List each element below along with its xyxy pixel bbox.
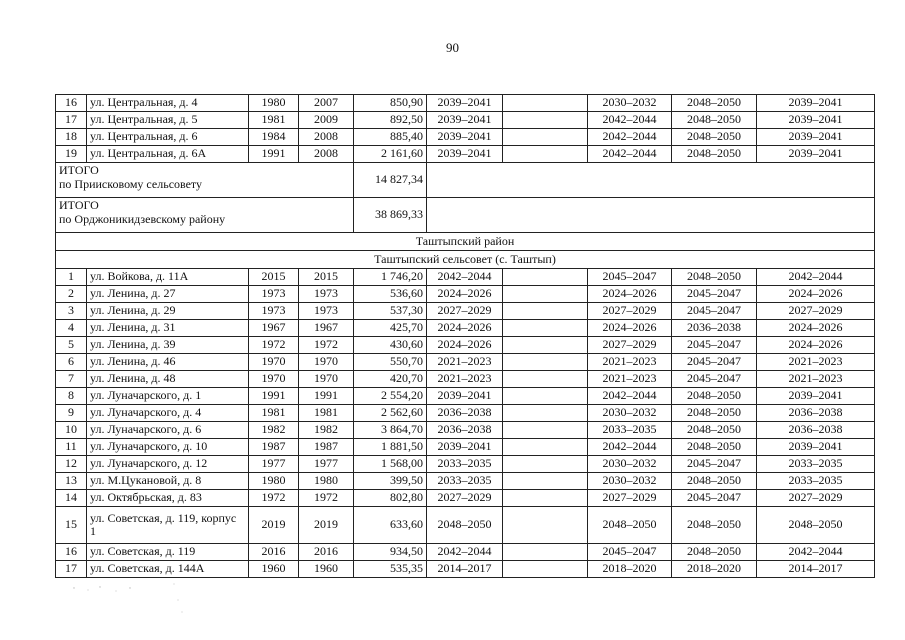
total-label-line1: ИТОГО [59,198,99,212]
cell-address: ул. Ленина, д. 27 [87,286,249,303]
cell-period-3: 2045–2047 [588,269,672,286]
cell-period-3: 2042–2044 [588,112,672,129]
cell-year-built: 1987 [249,439,299,456]
cell-year-built: 1977 [249,456,299,473]
cell-period-3: 2018–2020 [588,561,672,578]
cell-number: 10 [56,422,87,439]
cell-address: ул. Войкова, д. 11А [87,269,249,286]
cell-year-built: 1991 [249,146,299,163]
table-row [56,405,875,422]
table-row [56,286,875,303]
cell-period-3: 2030–2032 [588,405,672,422]
cell-year-built: 1960 [249,561,299,578]
cell-address: ул. Ленина, д. 29 [87,303,249,320]
cell-period-1: 2042–2044 [427,269,503,286]
council-header: Таштыпский сельсовет (с. Таштып) [56,251,875,269]
cell-period-2 [503,439,588,456]
table-row [56,146,875,163]
scan-specks [70,578,190,618]
table-row [56,337,875,354]
cell-period-4: 2045–2047 [672,490,757,507]
cell-number: 5 [56,337,87,354]
table-row [56,456,875,473]
cell-period-3: 2042–2044 [588,129,672,146]
cell-period-4: 2048–2050 [672,405,757,422]
cell-period-4: 2048–2050 [672,129,757,146]
cell-year-2: 1980 [299,473,354,490]
table-row [56,303,875,320]
cell-area: 2 554,20 [354,388,427,405]
cell-period-4: 2045–2047 [672,456,757,473]
cell-period-3: 2048–2050 [588,507,672,544]
cell-number: 17 [56,561,87,578]
cell-period-3: 2033–2035 [588,422,672,439]
cell-year-2: 1973 [299,286,354,303]
cell-year-2: 1973 [299,303,354,320]
cell-period-4: 2048–2050 [672,112,757,129]
cell-period-5: 2048–2050 [757,507,875,544]
cell-period-3: 2030–2032 [588,456,672,473]
total-label [56,198,354,233]
cell-number: 11 [56,439,87,456]
cell-period-4: 2045–2047 [672,303,757,320]
cell-period-2 [503,371,588,388]
table-row [56,112,875,129]
cell-period-1: 2027–2029 [427,303,503,320]
cell-period-3: 2030–2032 [588,95,672,112]
cell-period-2 [503,129,588,146]
cell-period-3: 2042–2044 [588,439,672,456]
cell-year-2: 1981 [299,405,354,422]
cell-year-built: 2019 [249,507,299,544]
table-row [56,388,875,405]
cell-year-2: 2008 [299,146,354,163]
cell-period-2 [503,337,588,354]
cell-period-4: 2018–2020 [672,561,757,578]
cell-period-2 [503,320,588,337]
cell-year-2: 1991 [299,388,354,405]
cell-period-4: 2048–2050 [672,422,757,439]
cell-address: ул. Луначарского, д. 4 [87,405,249,422]
cell-period-5: 2039–2041 [757,129,875,146]
cell-address: ул. Центральная, д. 4 [87,95,249,112]
cell-period-1: 2021–2023 [427,354,503,371]
cell-year-2: 1970 [299,371,354,388]
cell-address: ул. Луначарского, д. 6 [87,422,249,439]
cell-period-1: 2036–2038 [427,422,503,439]
rows-group-a [56,95,875,163]
cell-period-1: 2036–2038 [427,405,503,422]
cell-period-4: 2036–2038 [672,320,757,337]
cell-area: 420,70 [354,371,427,388]
total-label [56,163,354,198]
table-row [56,507,875,544]
cell-year-2: 1960 [299,561,354,578]
cell-area: 399,50 [354,473,427,490]
cell-period-2 [503,354,588,371]
cell-number: 3 [56,303,87,320]
table-row [56,490,875,507]
cell-period-4: 2045–2047 [672,371,757,388]
housing-repair-table [55,94,875,578]
cell-address: ул. Ленина, д. 46 [87,354,249,371]
cell-year-2: 2007 [299,95,354,112]
cell-year-2: 2016 [299,544,354,561]
cell-year-built: 1970 [249,354,299,371]
cell-number: 9 [56,405,87,422]
cell-period-5: 2014–2017 [757,561,875,578]
page-number: 90 [446,40,459,55]
cell-year-2: 1972 [299,337,354,354]
cell-address: ул. Ленина, д. 39 [87,337,249,354]
cell-year-built: 1972 [249,337,299,354]
cell-period-4: 2048–2050 [672,544,757,561]
cell-address: ул. М.Цукановой, д. 8 [87,473,249,490]
total-value: 38 869,33 [354,198,427,233]
cell-address: ул. Октябрьская, д. 83 [87,490,249,507]
totals-group [56,163,875,269]
cell-number: 19 [56,146,87,163]
cell-period-5: 2027–2029 [757,490,875,507]
cell-period-5: 2033–2035 [757,473,875,490]
cell-area: 536,60 [354,286,427,303]
cell-period-1: 2014–2017 [427,561,503,578]
cell-number: 18 [56,129,87,146]
cell-period-5: 2021–2023 [757,371,875,388]
cell-year-built: 2016 [249,544,299,561]
council-header-row [56,251,875,269]
cell-period-1: 2048–2050 [427,507,503,544]
cell-area: 934,50 [354,544,427,561]
cell-period-4: 2048–2050 [672,146,757,163]
cell-area: 1 568,00 [354,456,427,473]
cell-period-1: 2033–2035 [427,456,503,473]
cell-number: 7 [56,371,87,388]
cell-period-1: 2039–2041 [427,112,503,129]
cell-area: 1 881,50 [354,439,427,456]
cell-year-built: 1981 [249,405,299,422]
cell-address: ул. Центральная, д. 6А [87,146,249,163]
cell-period-3: 2021–2023 [588,371,672,388]
cell-area: 550,70 [354,354,427,371]
total-row-council [56,163,875,198]
cell-period-4: 2048–2050 [672,269,757,286]
cell-period-4: 2048–2050 [672,507,757,544]
cell-period-4: 2048–2050 [672,439,757,456]
total-empty-cell [427,163,875,198]
cell-number: 17 [56,112,87,129]
cell-period-3: 2045–2047 [588,544,672,561]
cell-period-5: 2039–2041 [757,112,875,129]
cell-period-5: 2024–2026 [757,286,875,303]
cell-period-5: 2021–2023 [757,354,875,371]
cell-period-2 [503,95,588,112]
cell-number: 16 [56,95,87,112]
cell-area: 3 864,70 [354,422,427,439]
cell-area: 892,50 [354,112,427,129]
cell-period-2 [503,544,588,561]
cell-period-3: 2027–2029 [588,337,672,354]
cell-area: 2 161,60 [354,146,427,163]
cell-area: 535,35 [354,561,427,578]
cell-period-2 [503,269,588,286]
cell-year-2: 1977 [299,456,354,473]
cell-year-built: 1991 [249,388,299,405]
cell-address: ул. Ленина, д. 31 [87,320,249,337]
table-row [56,422,875,439]
cell-year-built: 1984 [249,129,299,146]
cell-period-1: 2027–2029 [427,490,503,507]
cell-address: ул. Центральная, д. 6 [87,129,249,146]
cell-area: 633,60 [354,507,427,544]
cell-year-built: 1973 [249,303,299,320]
cell-period-2 [503,473,588,490]
cell-period-3: 2024–2026 [588,286,672,303]
cell-year-built: 2015 [249,269,299,286]
cell-period-5: 2042–2044 [757,269,875,286]
table-row [56,371,875,388]
cell-area: 537,30 [354,303,427,320]
cell-number: 14 [56,490,87,507]
cell-period-3: 2021–2023 [588,354,672,371]
cell-address: ул. Луначарского, д. 12 [87,456,249,473]
cell-period-3: 2027–2029 [588,303,672,320]
cell-address: ул. Центральная, д. 5 [87,112,249,129]
cell-period-1: 2021–2023 [427,371,503,388]
cell-period-2 [503,456,588,473]
cell-number: 1 [56,269,87,286]
cell-period-1: 2024–2026 [427,337,503,354]
cell-area: 802,80 [354,490,427,507]
table-row [56,439,875,456]
cell-period-1: 2039–2041 [427,439,503,456]
cell-period-5: 2039–2041 [757,439,875,456]
cell-period-1: 2039–2041 [427,146,503,163]
cell-period-5: 2039–2041 [757,95,875,112]
cell-year-2: 1967 [299,320,354,337]
cell-number: 12 [56,456,87,473]
total-label-line2: по Орджоникидзевскому району [59,212,226,227]
cell-period-4: 2045–2047 [672,337,757,354]
total-row-district [56,198,875,233]
cell-period-1: 2042–2044 [427,544,503,561]
cell-period-2 [503,490,588,507]
cell-period-5: 2039–2041 [757,146,875,163]
cell-year-2: 2008 [299,129,354,146]
cell-year-built: 1980 [249,95,299,112]
total-label-line2: по Приисковому сельсовету [59,177,203,192]
cell-address: ул. Луначарского, д. 1 [87,388,249,405]
cell-number: 2 [56,286,87,303]
cell-area: 1 746,20 [354,269,427,286]
cell-period-3: 2042–2044 [588,388,672,405]
cell-area: 430,60 [354,337,427,354]
table-row [56,269,875,286]
table-row [56,354,875,371]
cell-period-2 [503,388,588,405]
cell-period-1: 2039–2041 [427,129,503,146]
cell-period-5: 2039–2041 [757,388,875,405]
cell-period-1: 2039–2041 [427,95,503,112]
cell-period-1: 2039–2041 [427,388,503,405]
table-row [56,320,875,337]
district-header-row [56,233,875,251]
cell-period-5: 2036–2038 [757,405,875,422]
cell-period-1: 2033–2035 [427,473,503,490]
cell-number: 16 [56,544,87,561]
cell-period-5: 2042–2044 [757,544,875,561]
table-row [56,561,875,578]
cell-period-2 [503,112,588,129]
cell-year-2: 1970 [299,354,354,371]
cell-year-built: 1980 [249,473,299,490]
total-label-line1: ИТОГО [59,163,99,177]
cell-number: 6 [56,354,87,371]
district-header: Таштыпский район [56,233,875,251]
cell-period-3: 2030–2032 [588,473,672,490]
cell-period-3: 2027–2029 [588,490,672,507]
cell-year-2: 2015 [299,269,354,286]
table-row [56,473,875,490]
cell-period-1: 2024–2026 [427,320,503,337]
cell-period-4: 2045–2047 [672,286,757,303]
cell-period-4: 2048–2050 [672,473,757,490]
cell-period-5: 2036–2038 [757,422,875,439]
table-row [56,129,875,146]
cell-year-built: 1981 [249,112,299,129]
cell-period-2 [503,561,588,578]
cell-year-built: 1973 [249,286,299,303]
cell-area: 850,90 [354,95,427,112]
cell-number: 4 [56,320,87,337]
cell-period-2 [503,405,588,422]
cell-number: 8 [56,388,87,405]
cell-address: ул. Советская, д. 119, корпус 1 [87,507,249,544]
cell-area: 425,70 [354,320,427,337]
table-row [56,544,875,561]
cell-period-3: 2042–2044 [588,146,672,163]
total-empty-cell [427,198,875,233]
cell-area: 2 562,60 [354,405,427,422]
cell-number: 13 [56,473,87,490]
cell-period-2 [503,286,588,303]
cell-period-5: 2024–2026 [757,320,875,337]
cell-year-2: 2009 [299,112,354,129]
cell-period-2 [503,303,588,320]
cell-year-2: 1987 [299,439,354,456]
cell-period-2 [503,507,588,544]
cell-period-5: 2033–2035 [757,456,875,473]
total-value: 14 827,34 [354,163,427,198]
cell-period-3: 2024–2026 [588,320,672,337]
rows-group-b [56,269,875,578]
cell-address: ул. Советская, д. 144А [87,561,249,578]
cell-year-built: 1982 [249,422,299,439]
cell-area: 885,40 [354,129,427,146]
cell-period-4: 2048–2050 [672,95,757,112]
cell-year-2: 2019 [299,507,354,544]
cell-year-2: 1972 [299,490,354,507]
cell-number: 15 [56,507,87,544]
cell-period-4: 2045–2047 [672,354,757,371]
table-row [56,95,875,112]
cell-period-2 [503,422,588,439]
cell-year-built: 1972 [249,490,299,507]
cell-period-5: 2027–2029 [757,303,875,320]
cell-period-4: 2048–2050 [672,388,757,405]
cell-address: ул. Луначарского, д. 10 [87,439,249,456]
cell-period-1: 2024–2026 [427,286,503,303]
cell-address: ул. Ленина, д. 48 [87,371,249,388]
cell-period-5: 2024–2026 [757,337,875,354]
cell-address: ул. Советская, д. 119 [87,544,249,561]
cell-year-built: 1970 [249,371,299,388]
cell-period-2 [503,146,588,163]
cell-year-built: 1967 [249,320,299,337]
cell-year-2: 1982 [299,422,354,439]
